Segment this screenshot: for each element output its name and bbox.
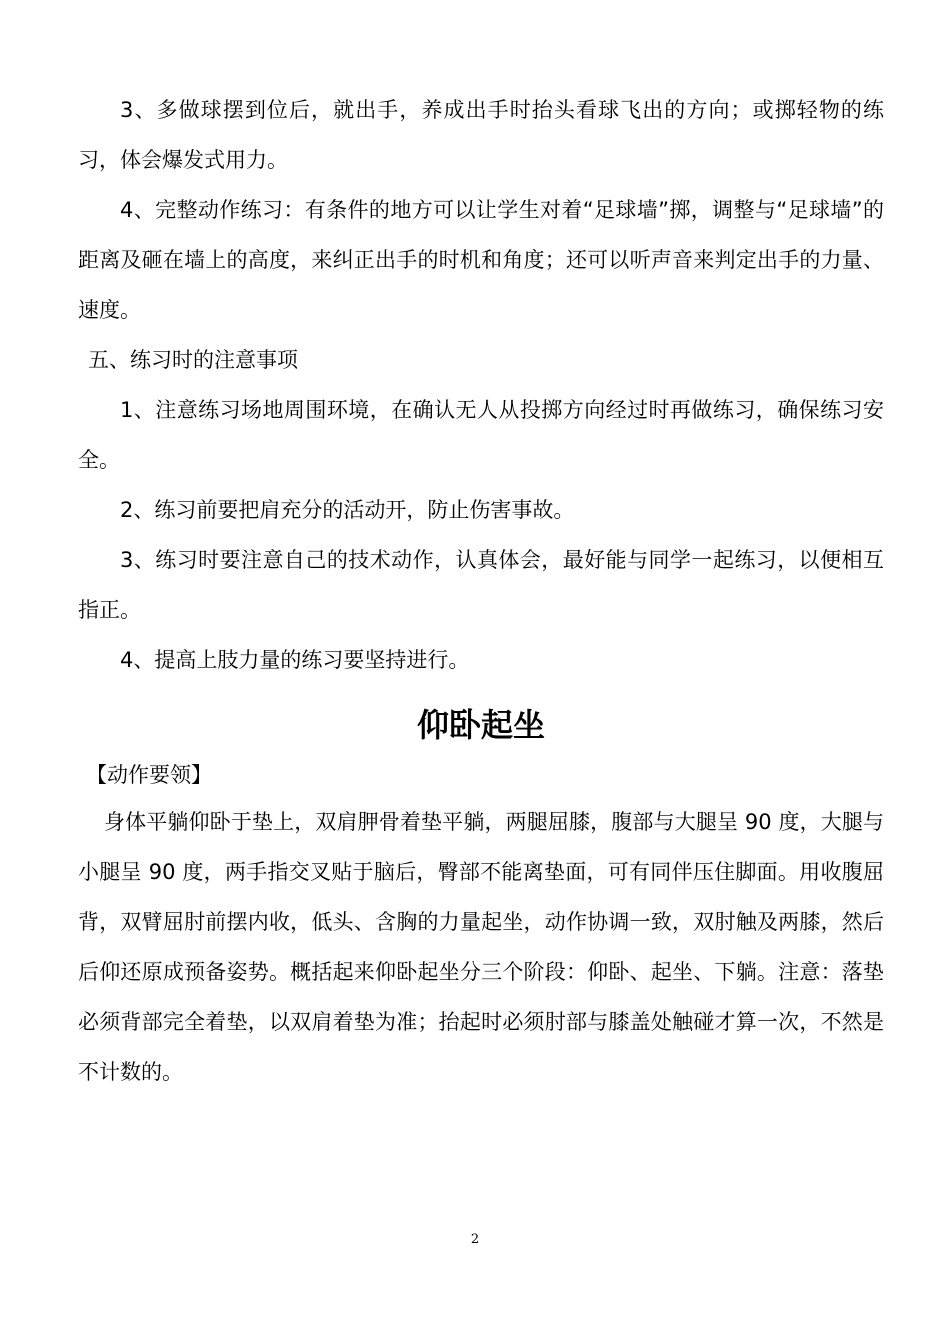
paragraph-practice-3: 3、多做球摆到位后，就出手，养成出手时抬头看球飞出的方向；或掷轻物的练习，体会爆发式用力。 — [78, 98, 884, 172]
precaution-item-4: 4、提高上肢力量的练习要坚持进行。 — [120, 648, 470, 672]
precaution-item-2: 2、练习前要把肩充分的活动开，防止伤害事故。 — [120, 498, 575, 522]
document-page — [78, 85, 884, 1097]
situp-body: 身体平躺仰卧于垫上，双肩胛骨着垫平躺，两腿屈膝，腹部与大腿呈 90 度，大腿与小腿呈 90 度，两手指交叉贴于脑后，臀部不能离垫面，可有同伴压住脚面。用收腹屈背，双臂屈肘前摆内收，低头、含胸的力量起坐，动作协调一致，双肘触及两膝，然后后仰还原成预备姿势。概括起来仰卧起坐分三个阶段：仰卧、起坐、下躺。注意：落垫必须背部完全着垫，以双肩着垫为准；抬起时必须肘部与膝盖处触碰才算一次，不然是不计数的。 — [78, 810, 884, 1084]
situp-title: 仰卧起坐 — [416, 706, 545, 744]
precaution-item-1: 1、注意练习场地周围环境，在确认无人从投掷方向经过时再做练习，确保练习安全。 — [78, 398, 884, 472]
section-heading-precautions: 五、练习时的注意事项 — [88, 348, 298, 372]
precaution-item-3: 3、练习时要注意自己的技术动作，认真体会，最好能与同学一起练习，以便相互指正。 — [78, 548, 884, 622]
situp-subheading: 【动作要领】 — [86, 763, 212, 787]
paragraph-practice-4: 4、完整动作练习：有条件的地方可以让学生对着“足球墙”掷，调整与“足球墙”的距离及砸在墙上的高度，来纠正出手的时机和角度；还可以听声音来判定出手的力量、速度。 — [78, 198, 884, 322]
page-number: 2 — [470, 1232, 480, 1247]
